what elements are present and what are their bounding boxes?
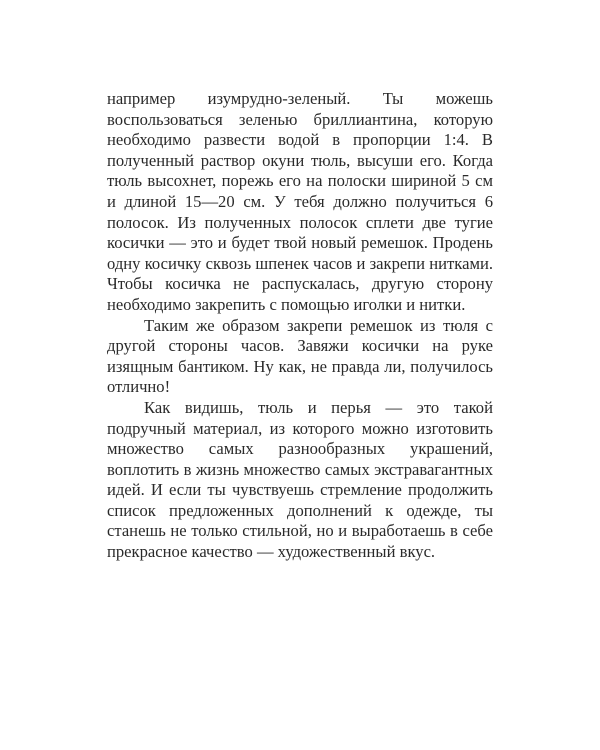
text-line: идей. И если ты чувствуешь стремление продолжить: [107, 480, 493, 500]
text-line: изящным бантиком. Ну как, не правда ли, получилось: [107, 356, 493, 376]
text-line: Как видишь, тюль и перья — это такой: [144, 397, 493, 417]
text-line: воспользоваться зеленью бриллиантина, которую: [107, 109, 493, 129]
paragraph: [107, 89, 493, 316]
text-line: необходимо развести водой в пропорции 1:4. В: [107, 130, 493, 150]
text-line: необходимо закрепить с помощью иголки и нитки.: [107, 294, 466, 314]
text-line: одну косичку сквозь шпенек часов и закрепи нитками.: [107, 253, 493, 273]
text-line: подручный материал, из которого можно изготовить: [107, 418, 493, 438]
text-line: прекрасное качество — художественный вкус.: [107, 542, 436, 562]
text-line: список предложенных дополнений к одежде, ты: [107, 500, 493, 520]
text-line: другой стороны часов. Завяжи косички на руке: [107, 336, 493, 356]
text-line: косички — это и будет твой новый ремешок. Продень: [107, 233, 493, 253]
text-line: например изумрудно-зеленый. Ты можешь: [107, 89, 493, 108]
text-line: полосок. Из полученных полосок сплети две тугие: [107, 212, 493, 232]
text-line: Таким же образом закрепи ремешок из тюля с: [144, 315, 493, 335]
text-line: и длиной 15—20 см. У тебя должно получиться 6: [107, 191, 493, 211]
text-line: Чтобы косичка не распускалась, другую сторону: [107, 274, 493, 294]
text-line: отлично!: [107, 377, 171, 397]
paragraph: [107, 398, 493, 563]
text-line: тюль высохнет, порежь его на полоски шириной 5 см: [107, 171, 493, 191]
text-line: множество самых разнообразных украшений,: [107, 439, 493, 459]
text-line: воплотить в жизнь множество самых экстравагантных: [107, 459, 493, 479]
paragraph: [107, 316, 493, 398]
body-text: [107, 89, 493, 563]
text-line: станешь не только стильной, но и выработаешь в себе: [107, 521, 493, 541]
text-line: полученный раствор окуни тюль, высуши его. Когда: [107, 150, 493, 170]
